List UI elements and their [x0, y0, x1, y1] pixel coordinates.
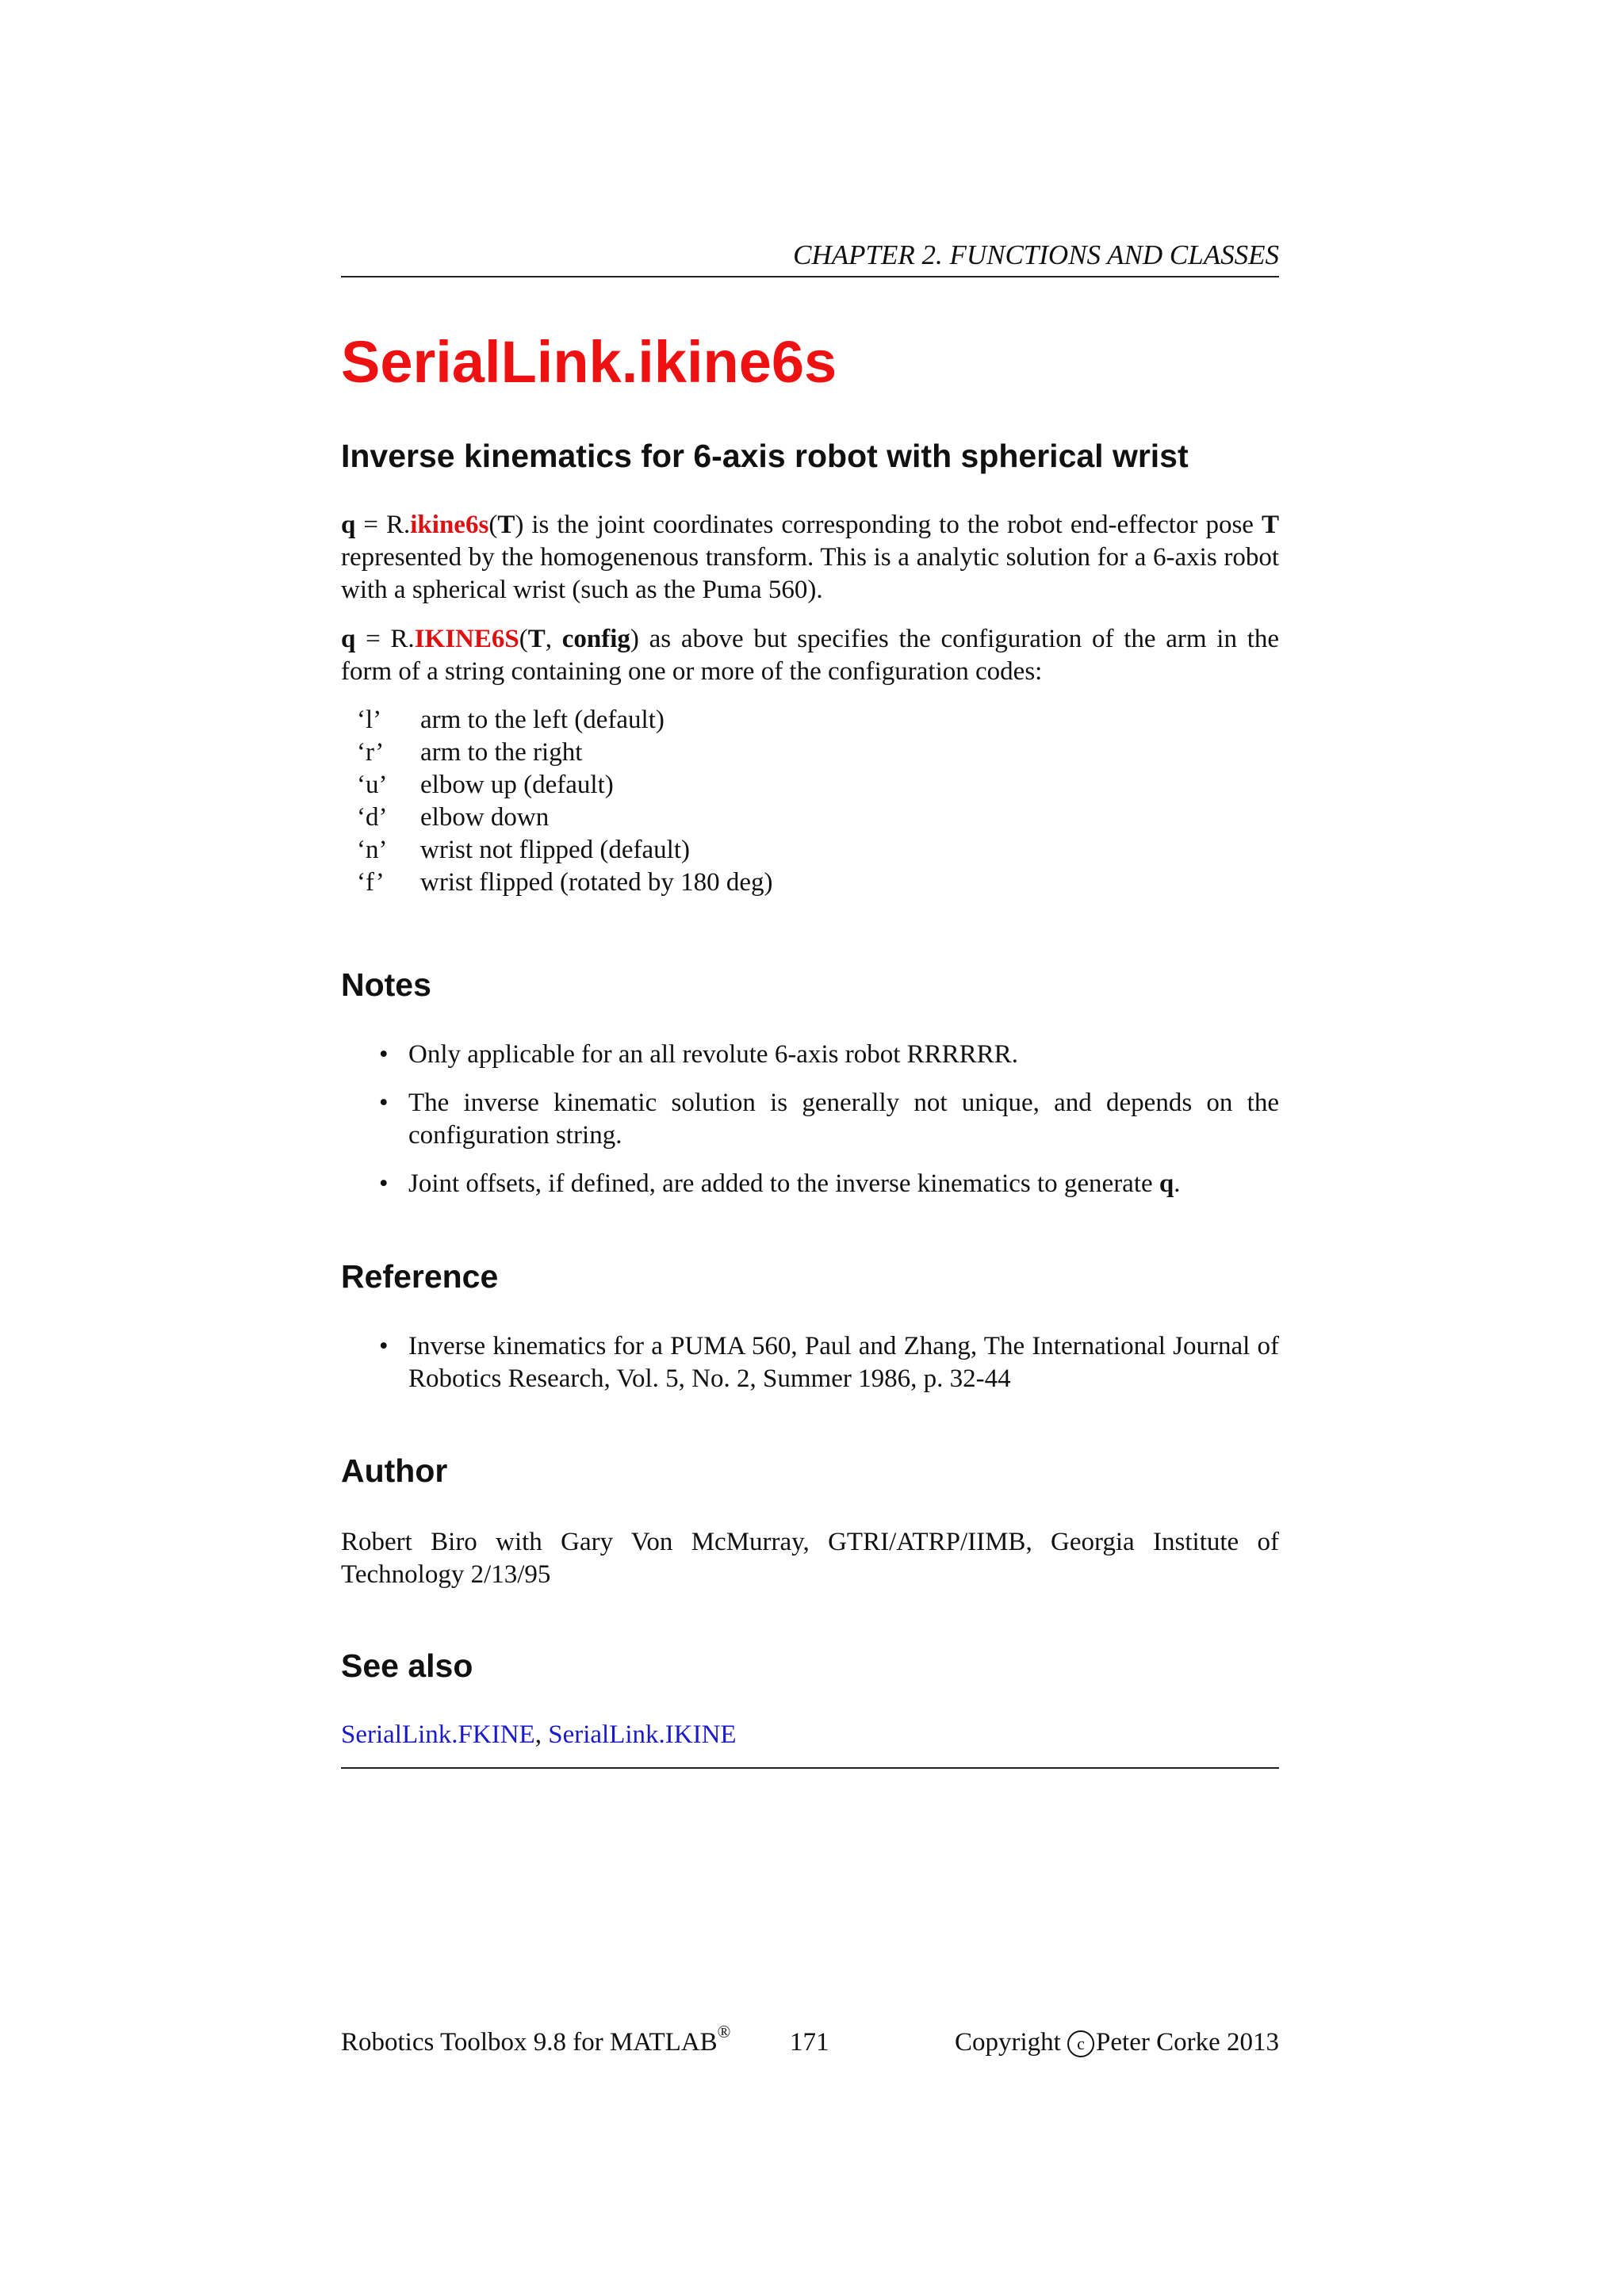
description-paragraph-2	[341, 623, 1279, 688]
config-desc: arm to the left (default)	[420, 706, 665, 734]
config-desc: elbow down	[420, 803, 550, 832]
author-heading: Author	[341, 1452, 448, 1489]
note-text: Joint offsets, if defined, are added to the inverse kinematics to generate	[408, 1169, 1159, 1198]
copyright-icon: c	[1067, 2030, 1094, 2057]
config-code-row	[357, 737, 772, 769]
bullet-icon: •	[379, 1169, 389, 1198]
list-item	[379, 1039, 1279, 1071]
page-number: 171	[790, 2028, 829, 2057]
config-code: ‘d’	[357, 803, 388, 832]
registered-mark: ®	[717, 2022, 731, 2042]
description-text: as above but specifies the configuration of the arm in the form of a string containing one or more of the configuration codes:	[341, 625, 1280, 686]
description-text-1: is the joint coordinates corresponding to the robot end-effector pose	[523, 511, 1262, 539]
note-bold-var: q	[1159, 1169, 1174, 1198]
see-also-links	[341, 1719, 1279, 1769]
config-desc: wrist flipped (rotated by 180 deg)	[420, 868, 773, 897]
copyright-text: Peter Corke 2013	[1096, 2028, 1279, 2057]
config-code: ‘f’	[357, 868, 385, 897]
reference-list	[379, 1330, 1279, 1411]
config-codes-list	[357, 704, 772, 899]
link-fkine[interactable]: SerialLink.FKINE	[341, 1720, 535, 1749]
config-code: ‘l’	[357, 706, 382, 734]
note-text: The inverse kinematic solution is generally not unique, and depends on the configuration string.	[408, 1089, 1279, 1150]
argument-T-ref: T	[1261, 511, 1279, 539]
note-text: Only applicable for an all revolute 6-axis robot RRRRRR.	[408, 1040, 1018, 1069]
function-name: ikine6s	[410, 511, 489, 539]
list-item	[379, 1087, 1279, 1152]
equals-text: = R.	[355, 511, 411, 539]
open-paren: (	[519, 625, 528, 653]
close-paren: )	[515, 511, 524, 539]
notes-list	[379, 1039, 1279, 1216]
config-code-row	[357, 867, 772, 899]
footer-copyright	[955, 2025, 1279, 2060]
argument-config: config	[561, 625, 630, 653]
page-title: SerialLink.ikine6s	[341, 329, 837, 395]
copyright-prefix: Copyright	[954, 2028, 1068, 2057]
list-item	[379, 1168, 1279, 1200]
return-var: q	[341, 511, 356, 539]
footer-title	[341, 2022, 731, 2062]
bullet-icon: •	[379, 1040, 389, 1069]
link-ikine[interactable]: SerialLink.IKINE	[548, 1720, 737, 1749]
config-desc: wrist not flipped (default)	[420, 836, 690, 864]
argument-T: T	[527, 625, 546, 653]
config-code: ‘u’	[357, 771, 388, 799]
config-code-row	[357, 704, 772, 737]
config-code-row	[357, 769, 772, 802]
comma: ,	[545, 625, 562, 653]
function-name-upper: IKINE6S	[414, 625, 519, 653]
running-head: CHAPTER 2. FUNCTIONS AND CLASSES	[341, 236, 1279, 277]
reference-text: Inverse kinematics for a PUMA 560, Paul and Zhang, The International Journal of Robotics Research, Vol. 5, No. 2, Summer 1986, p. 32-44	[408, 1332, 1279, 1393]
notes-heading: Notes	[341, 966, 431, 1003]
reference-heading: Reference	[341, 1258, 499, 1295]
bullet-icon: •	[379, 1332, 389, 1360]
bullet-icon: •	[379, 1089, 389, 1117]
description-paragraph-1	[341, 509, 1279, 607]
page-subtitle: Inverse kinematics for 6-axis robot with spherical wrist	[341, 438, 1189, 474]
see-also-heading: See also	[341, 1647, 473, 1684]
open-paren: (	[488, 511, 498, 539]
equals-text: = R.	[355, 625, 415, 653]
description-text-2: represented by the homogenenous transform. This is a analytic solution for a 6-axis robot with a spherical wrist (such as the Puma 560).	[341, 543, 1279, 604]
config-desc: arm to the right	[420, 738, 583, 767]
list-item	[379, 1330, 1279, 1395]
note-end: .	[1174, 1169, 1181, 1198]
config-code-row	[357, 834, 772, 867]
footer-title-text: Robotics Toolbox 9.8 for MATLAB	[341, 2028, 718, 2057]
config-code: ‘r’	[357, 738, 385, 767]
config-desc: elbow up (default)	[420, 771, 614, 799]
link-separator: ,	[534, 1720, 549, 1749]
argument-T: T	[497, 511, 515, 539]
author-text: Robert Biro with Gary Von McMurray, GTRI/ATRP/IIMB, Georgia Institute of Technology 2/13/95	[341, 1528, 1279, 1589]
close-paren: )	[630, 625, 639, 653]
return-var: q	[341, 625, 356, 653]
config-code: ‘n’	[357, 836, 388, 864]
config-code-row	[357, 802, 772, 834]
